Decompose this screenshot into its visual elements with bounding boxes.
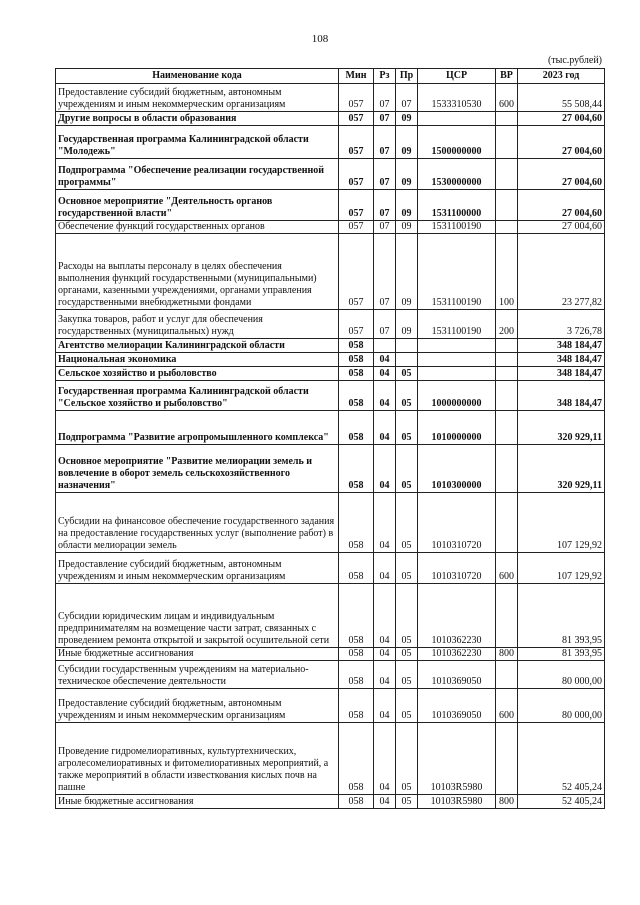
row-csr: 1010300000 (418, 445, 496, 493)
row-rz: 07 (374, 234, 396, 310)
row-amount: 52 405,24 (518, 795, 605, 809)
header-rz: Рз (374, 69, 396, 84)
row-pr: 09 (396, 310, 418, 339)
table-row (56, 661, 605, 689)
row-name: Подпрограмма "Обеспечение реализации государственной программы" (56, 159, 339, 190)
row-rz (374, 339, 396, 353)
table-header-row (56, 69, 605, 84)
row-name: Обеспечение функций государственных органов (56, 221, 339, 234)
row-pr: 09 (396, 234, 418, 310)
row-vr: 200 (496, 310, 518, 339)
header-min: Мин (339, 69, 374, 84)
row-name: Основное мероприятие "Развитие мелиорации земель и вовлечение в оборот земель сельскохозяйственного назначения" (56, 445, 339, 493)
table-row (56, 445, 605, 493)
row-name: Иные бюджетные ассигнования (56, 648, 339, 661)
table-row (56, 689, 605, 723)
row-min: 057 (339, 126, 374, 159)
row-amount: 320 929,11 (518, 411, 605, 445)
row-pr (396, 339, 418, 353)
row-csr (418, 339, 496, 353)
row-amount: 320 929,11 (518, 445, 605, 493)
table-row (56, 584, 605, 648)
row-amount: 52 405,24 (518, 723, 605, 795)
row-pr: 05 (396, 445, 418, 493)
header-vr: ВР (496, 69, 518, 84)
row-name: Иные бюджетные ассигнования (56, 795, 339, 809)
row-amount: 348 184,47 (518, 339, 605, 353)
row-min: 058 (339, 381, 374, 411)
row-name: Основное мероприятие "Деятельность органов государственной власти" (56, 190, 339, 221)
row-pr: 09 (396, 159, 418, 190)
table-row (56, 411, 605, 445)
row-pr: 09 (396, 126, 418, 159)
table-row (56, 795, 605, 809)
row-min: 058 (339, 661, 374, 689)
row-min: 058 (339, 689, 374, 723)
row-pr: 09 (396, 221, 418, 234)
row-amount: 27 004,60 (518, 126, 605, 159)
row-csr: 10103R5980 (418, 723, 496, 795)
row-name: Проведение гидромелиоративных, культуртехнических, агролесомелиоративных и фитомелиоративных мероприятий, а также мероприятий в области известкования кислых почв на пашне (56, 723, 339, 795)
row-amount: 107 129,92 (518, 553, 605, 584)
row-amount: 348 184,47 (518, 353, 605, 367)
row-min: 058 (339, 339, 374, 353)
row-min: 058 (339, 353, 374, 367)
row-pr: 05 (396, 493, 418, 553)
row-rz: 04 (374, 648, 396, 661)
row-vr: 600 (496, 689, 518, 723)
table-row (56, 84, 605, 112)
row-vr (496, 661, 518, 689)
row-amount: 27 004,60 (518, 112, 605, 126)
row-amount: 23 277,82 (518, 234, 605, 310)
row-min: 057 (339, 221, 374, 234)
row-vr (496, 353, 518, 367)
row-min: 058 (339, 553, 374, 584)
row-min: 058 (339, 445, 374, 493)
row-rz: 07 (374, 310, 396, 339)
table-row (56, 310, 605, 339)
row-vr (496, 339, 518, 353)
row-amount: 55 508,44 (518, 84, 605, 112)
row-rz: 04 (374, 367, 396, 381)
row-rz: 07 (374, 221, 396, 234)
table-row (56, 339, 605, 353)
table-row (56, 723, 605, 795)
row-rz: 04 (374, 381, 396, 411)
row-vr (496, 126, 518, 159)
table-row (56, 381, 605, 411)
row-name: Расходы на выплаты персоналу в целях обеспечения выполнения функций государственными (муниципальными) органами, казенными учреждениями, органами управления государственными внебюджетными фондами (56, 234, 339, 310)
row-csr: 1531100000 (418, 190, 496, 221)
row-vr: 800 (496, 795, 518, 809)
row-rz: 04 (374, 795, 396, 809)
row-rz: 04 (374, 584, 396, 648)
row-csr: 1530000000 (418, 159, 496, 190)
header-year: 2023 год (518, 69, 605, 84)
row-min: 058 (339, 411, 374, 445)
row-pr: 05 (396, 584, 418, 648)
row-pr: 05 (396, 795, 418, 809)
row-name: Субсидии юридическим лицам и индивидуальным предпринимателям на возмещение части затрат, связанных с проведением ремонта открытой и закрытой осушительной сети (56, 584, 339, 648)
row-min: 058 (339, 648, 374, 661)
row-csr: 1010369050 (418, 661, 496, 689)
row-vr: 100 (496, 234, 518, 310)
table-row (56, 221, 605, 234)
row-csr (418, 353, 496, 367)
header-pr: Пр (396, 69, 418, 84)
table-row (56, 190, 605, 221)
row-name: Закупка товаров, работ и услуг для обеспечения государственных (муниципальных) нужд (56, 310, 339, 339)
table-row (56, 367, 605, 381)
row-amount: 3 726,78 (518, 310, 605, 339)
row-csr: 1010362230 (418, 648, 496, 661)
header-name: Наименование кода (56, 69, 339, 84)
row-pr: 09 (396, 112, 418, 126)
row-csr: 1500000000 (418, 126, 496, 159)
row-name: Агентство мелиорации Калининградской области (56, 339, 339, 353)
table-row (56, 112, 605, 126)
row-min: 057 (339, 310, 374, 339)
page-number: 108 (311, 33, 329, 45)
row-amount: 81 393,95 (518, 648, 605, 661)
row-rz: 04 (374, 353, 396, 367)
row-vr: 600 (496, 84, 518, 112)
row-vr: 600 (496, 553, 518, 584)
row-name: Подпрограмма "Развитие агропромышленного комплекса" (56, 411, 339, 445)
row-name: Сельское хозяйство и рыболовство (56, 367, 339, 381)
row-name: Предоставление субсидий бюджетным, автономным учреждениям и иным некоммерческим организациям (56, 553, 339, 584)
row-name: Субсидии государственным учреждениям на материально-техническое обеспечение деятельности (56, 661, 339, 689)
row-vr (496, 493, 518, 553)
row-vr (496, 159, 518, 190)
row-rz: 04 (374, 689, 396, 723)
row-vr (496, 584, 518, 648)
units-label: (тыс.рублей) (547, 55, 602, 66)
row-rz: 04 (374, 445, 396, 493)
row-csr: 1010362230 (418, 584, 496, 648)
row-csr: 1010310720 (418, 553, 496, 584)
row-amount: 107 129,92 (518, 493, 605, 553)
row-amount: 80 000,00 (518, 689, 605, 723)
table-body (56, 84, 605, 809)
row-pr: 05 (396, 689, 418, 723)
row-amount: 27 004,60 (518, 190, 605, 221)
table-row (56, 553, 605, 584)
row-amount: 348 184,47 (518, 381, 605, 411)
table-row (56, 648, 605, 661)
budget-table (55, 68, 605, 809)
row-min: 058 (339, 493, 374, 553)
row-csr: 1010310720 (418, 493, 496, 553)
row-pr: 05 (396, 367, 418, 381)
row-csr: 1531100190 (418, 310, 496, 339)
row-min: 058 (339, 723, 374, 795)
row-pr: 09 (396, 190, 418, 221)
row-name: Государственная программа Калининградской области "Сельское хозяйство и рыболовство" (56, 381, 339, 411)
row-rz: 07 (374, 159, 396, 190)
row-rz: 04 (374, 553, 396, 584)
row-vr (496, 723, 518, 795)
row-rz: 04 (374, 723, 396, 795)
row-amount: 27 004,60 (518, 221, 605, 234)
row-name: Предоставление субсидий бюджетным, автономным учреждениям и иным некоммерческим организациям (56, 689, 339, 723)
row-min: 058 (339, 367, 374, 381)
row-csr: 10103R5980 (418, 795, 496, 809)
row-min: 058 (339, 584, 374, 648)
row-vr (496, 445, 518, 493)
row-csr: 1010000000 (418, 411, 496, 445)
row-csr (418, 112, 496, 126)
row-amount: 81 393,95 (518, 584, 605, 648)
row-csr: 1531100190 (418, 234, 496, 310)
row-name: Национальная экономика (56, 353, 339, 367)
row-vr (496, 367, 518, 381)
row-rz: 07 (374, 84, 396, 112)
row-rz: 07 (374, 126, 396, 159)
row-pr: 05 (396, 661, 418, 689)
row-rz: 04 (374, 411, 396, 445)
row-rz: 04 (374, 493, 396, 553)
row-name: Государственная программа Калининградской области "Молодежь" (56, 126, 339, 159)
row-csr: 1531100190 (418, 221, 496, 234)
row-pr: 07 (396, 84, 418, 112)
row-vr: 800 (496, 648, 518, 661)
table-row (56, 234, 605, 310)
row-min: 057 (339, 159, 374, 190)
row-vr (496, 221, 518, 234)
row-rz: 07 (374, 190, 396, 221)
table-row (56, 126, 605, 159)
row-vr (496, 112, 518, 126)
row-csr: 1000000000 (418, 381, 496, 411)
row-name: Субсидии на финансовое обеспечение государственного задания на предоставление государственных услуг (выполнение работ) в области мелиорации земель (56, 493, 339, 553)
row-pr: 05 (396, 381, 418, 411)
table-row (56, 493, 605, 553)
row-rz: 07 (374, 112, 396, 126)
row-rz: 04 (374, 661, 396, 689)
table-row (56, 159, 605, 190)
row-vr (496, 381, 518, 411)
row-amount: 27 004,60 (518, 159, 605, 190)
table-row (56, 353, 605, 367)
row-min: 057 (339, 234, 374, 310)
header-csr: ЦСР (418, 69, 496, 84)
row-amount: 348 184,47 (518, 367, 605, 381)
row-amount: 80 000,00 (518, 661, 605, 689)
row-min: 057 (339, 84, 374, 112)
row-pr (396, 353, 418, 367)
row-pr: 05 (396, 411, 418, 445)
row-min: 057 (339, 112, 374, 126)
row-name: Другие вопросы в области образования (56, 112, 339, 126)
row-csr: 1533310530 (418, 84, 496, 112)
row-min: 058 (339, 795, 374, 809)
row-pr: 05 (396, 553, 418, 584)
row-vr (496, 411, 518, 445)
row-csr: 1010369050 (418, 689, 496, 723)
row-pr: 05 (396, 648, 418, 661)
row-min: 057 (339, 190, 374, 221)
row-pr: 05 (396, 723, 418, 795)
row-vr (496, 190, 518, 221)
row-name: Предоставление субсидий бюджетным, автономным учреждениям и иным некоммерческим организациям (56, 84, 339, 112)
row-csr (418, 367, 496, 381)
